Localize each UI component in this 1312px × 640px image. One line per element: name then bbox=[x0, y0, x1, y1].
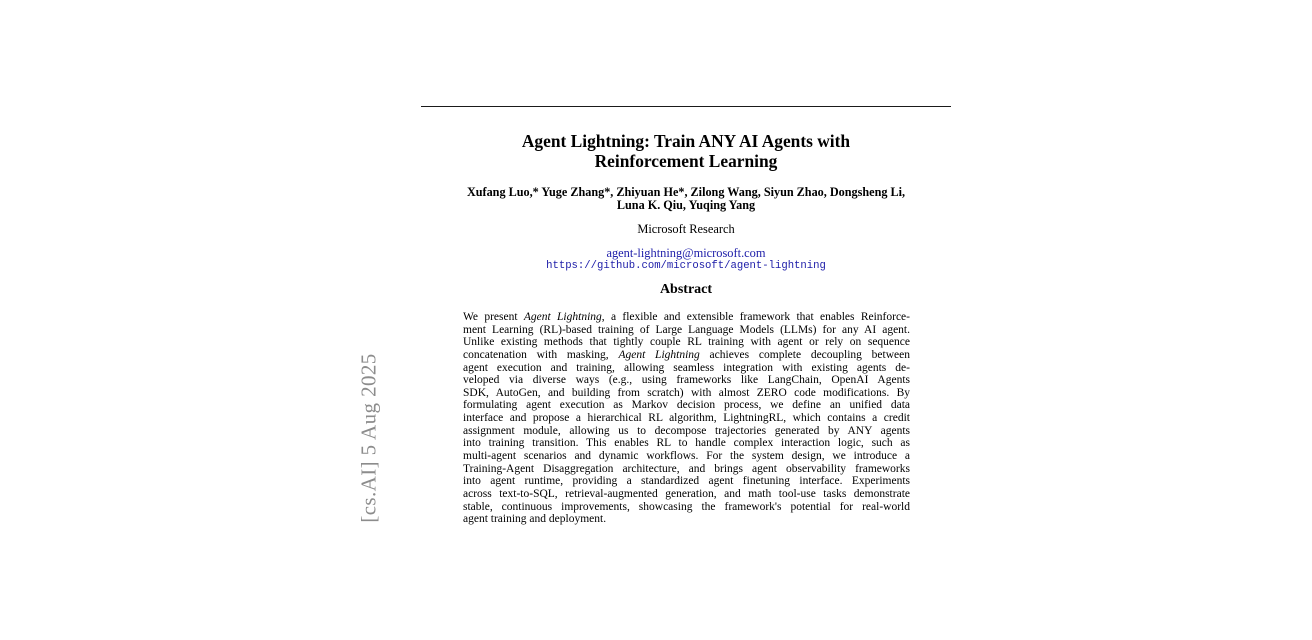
abstract-line: stable, continuous improvements, showcasing the framework's potential for real-world bbox=[463, 500, 910, 513]
abstract-line: ment Learning (RL)-based training of Large Language Models (LLMs) for any AI agent. bbox=[463, 323, 910, 336]
abstract-line: Unlike existing methods that tightly couple RL training with agent or rely on sequence bbox=[463, 336, 910, 349]
author-list-line-1: Xufang Luo,* Yuge Zhang*, Zhiyuan He*, Zilong Wang, Siyun Zhao, Dongsheng Li, bbox=[466, 185, 906, 199]
abstract-body bbox=[463, 311, 910, 526]
abstract-line: interface and propose a hierarchical RL algorithm, LightningRL, which contains a credit bbox=[463, 412, 910, 425]
title-top-rule bbox=[421, 106, 951, 107]
author-list-line-2: Luna K. Qiu, Yuqing Yang bbox=[616, 198, 756, 212]
affiliation: Microsoft Research bbox=[637, 222, 735, 236]
abstract-line: agent training and deployment. bbox=[463, 513, 607, 526]
abstract-line: concatenation with masking, Agent Lightning achieves complete decoupling between bbox=[463, 348, 910, 361]
abstract-line: agent execution and training, allowing seamless integration with existing agents de- bbox=[463, 361, 910, 374]
abstract-line: SDK, AutoGen, and building from scratch) with almost ZERO code modifications. By bbox=[463, 386, 910, 399]
github-repo-link[interactable]: https://github.com/microsoft/agent-lightning bbox=[546, 260, 826, 272]
abstract-line: into training transition. This enables RL to handle complex interaction logic, such as bbox=[463, 437, 910, 450]
abstract-line: into agent runtime, providing a standardized agent finetuning interface. Experiments bbox=[463, 475, 910, 488]
abstract-line: We present Agent Lightning, a flexible and extensible framework that enables Reinforce- bbox=[463, 311, 910, 323]
abstract-heading: Abstract bbox=[659, 282, 713, 297]
abstract-line: assignment module, allowing us to decompose trajectories generated by ANY agents bbox=[463, 424, 910, 437]
paper-title-line-1: Agent Lightning: Train ANY AI Agents with bbox=[521, 131, 851, 151]
paper-title bbox=[421, 131, 951, 171]
abstract-line: across text-to-SQL, retrieval-augmented generation, and math tool-use tasks demonstrate bbox=[463, 487, 910, 500]
author-list bbox=[421, 186, 951, 212]
arxiv-stamp: [cs.AI] 5 Aug 2025 bbox=[356, 353, 381, 523]
contact-email-link[interactable]: agent-lightning@microsoft.com bbox=[606, 246, 766, 260]
paper-title-line-2: Reinforcement Learning bbox=[594, 151, 778, 171]
abstract-line: multi-agent scenarios and dynamic workflows. For the system design, we introduce a bbox=[463, 450, 910, 463]
abstract-line: Training-Agent Disaggregation architecture, and brings agent observability frameworks bbox=[463, 462, 910, 475]
abstract-line: formulating agent execution as Markov decision process, we define an unified data bbox=[463, 399, 910, 412]
abstract-line: veloped via diverse ways (e.g., using frameworks like LangChain, OpenAI Agents bbox=[463, 374, 910, 387]
